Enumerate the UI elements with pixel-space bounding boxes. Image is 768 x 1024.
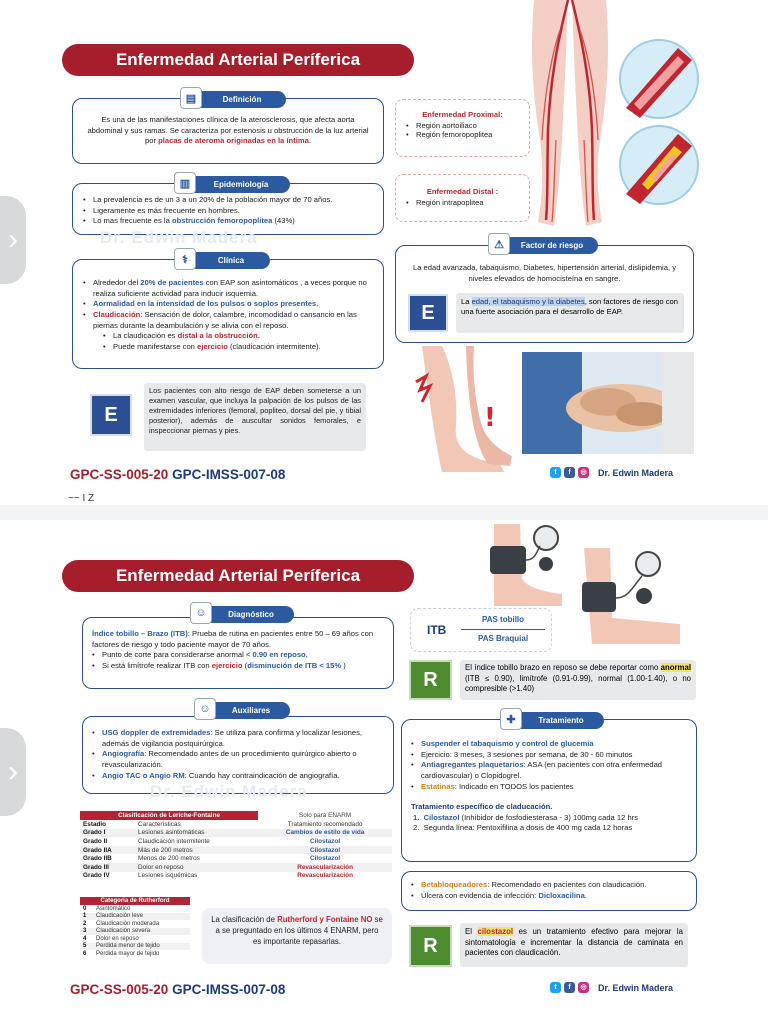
diagnostico-label: ☺ Diagnóstico (196, 606, 294, 623)
svg-text:!: ! (484, 403, 496, 433)
clinica-item: • Claudicación: Sensación de dolor, calambre, incomodidad o cansancio en las piernas durante la deambulación y se alivia con el reposo. (83, 310, 373, 331)
clinica-item: • Alrededor del 20% de pacientes con EAP son asintomáticos , a veces porque no realiza suficiente actividad para inducir isquemia. (83, 278, 373, 299)
table-row: Estadio Características Tratamiento recomendado (83, 820, 363, 828)
auxiliares-item: • USG doppler de extremidades: Se utiliza para confirma y localizar lesiones, además de vigilancia postquirúrgica. (92, 728, 384, 749)
table-row: 3 Claudicación severa (80, 928, 190, 936)
tratamiento-label: ✚ Tratamiento (506, 712, 604, 729)
page-title: Enfermedad Arterial Períferica (62, 44, 414, 76)
arm-bp-cuff-illustration (582, 548, 682, 644)
tratamiento-extra-card (401, 871, 697, 911)
distal-item: • Región intrapoplitea (406, 198, 519, 207)
chevron-right-icon: › (8, 755, 18, 788)
tratamiento-card: • Suspender el tabaquismo y control de glucemia • Ejercicio: 3 meses, 3 sesiones por semana, de 30 - 60 minutos • Antiagregantes plaquetarios: ASA (en pacientes con otra enfermedad cardiovascular) o Clopidogrel. • Estatinas: Indicado en TODOS los pacientes Tratamiento específico de claducación. 1. Cilostazol (Inhibidor de fosfodiesterasa - 3) 100mg cada 12 hrs 2. Segunda línea: Pentoxifilina a dosis de 400 mg cada 12 horas (401, 719, 697, 862)
facebook-icon[interactable]: f (564, 467, 575, 478)
chart-icon: ▥ (174, 172, 196, 194)
factor-riesgo-label: ⚠ Factor de riesgo (494, 237, 598, 254)
proximal-item: • Región aortoiliaco (406, 121, 519, 130)
page-separator (0, 505, 768, 520)
auxiliares-item: • Angio TAC o Angio RM: Cuando hay contraindicación de angiografía. (92, 771, 384, 782)
tratamiento-item: • Ejercicio: 3 meses, 3 sesiones por semana, de 30 - 60 minutos (411, 750, 687, 761)
next-page-tab[interactable] (0, 728, 26, 816)
rutherford-table (80, 897, 190, 958)
author-name: Dr. Edwin Madera (598, 982, 674, 993)
page-title: Enfermedad Arterial Períferica (62, 560, 414, 592)
tratamiento-item: • Úlcera con evidencia de infección: Dicloxacilina. (411, 891, 687, 902)
leg-pain-illustration (412, 346, 517, 474)
document-icon: ▤ (180, 87, 202, 109)
enfermedad-proximal-card: Enfermedad Proximal: • Región aortoiliaco • Región femoropoplitea (395, 99, 530, 157)
clinica-subitem: • Puede manifestarse con ejercicio (claudicación intermitente). (103, 342, 373, 353)
diagnostico-item: • Punto de corte para considerarse anormal < 0.90 en reposo. (92, 650, 384, 661)
table-row: Grado IV Lesiones isquémicas Revascularización (83, 872, 353, 880)
footer-social (550, 982, 673, 993)
clinica-card (72, 259, 384, 369)
table-row: Grado IIB Menos de 200 metros Cilostazol (83, 855, 341, 863)
warning-icon: ⚠ (488, 233, 510, 255)
prev-page-tab[interactable] (0, 196, 26, 284)
table-row: 5 Pérdida menor de tejido (80, 943, 190, 951)
footer-codes: GPC-SS-005-20 GPC-IMSS-007-08 (70, 982, 286, 997)
twitter-icon[interactable]: t (550, 982, 561, 993)
tratamiento-item: • Suspender el tabaquismo y control de glucemia (411, 739, 687, 750)
table-row: 6 Pérdida mayor de tejido (83, 950, 160, 957)
watermark: Dr. Edwin Madera (150, 782, 308, 801)
cilostazol-recomendacion: El cilostazol es un tratamiento efectivo para mejorar la sintomatología e incrementar la distancia de caminata en pacientes con claudicación. (460, 923, 688, 967)
clinica-label: ⚕ Clínica (180, 252, 270, 269)
table-row: 0 Asintomático (83, 905, 131, 912)
tratamiento-item: • Estatinas: Indicado en TODOS los pacientes (411, 782, 687, 793)
diagnostico-item: • Si está limítrofe realizar ITB con ejercicio (disminución de ITB < 15% ) (92, 661, 384, 672)
tratamiento-item: • Betabloqueadores: Recomendado en pacientes con claudicación. (411, 880, 687, 891)
hands-leg-photo (522, 352, 694, 454)
clinica-item: • Aormalidad en la intensidad de los pulsos o soplos presentes. (83, 299, 373, 310)
factor-riesgo-evidence: La edad, el tabaquismo y la diabetes, son factores de riesgo con una fuerte asociación para el desarrollo de EAP. (456, 293, 684, 333)
epidemiologia-item: • La prevalencia es de un 3 a un 20% de la población mayor de 70 años. (83, 195, 373, 206)
evidence-badge-r: R (409, 660, 452, 700)
page-scrap-text: ~~ I Z (68, 493, 95, 504)
auxiliares-label: ☺ Auxiliares (200, 702, 290, 719)
instagram-icon[interactable]: ◎ (578, 467, 589, 478)
auxiliares-item: • Angiografía: Recomendado antes de un procedimiento quirúrgico abierto o revascularización. (92, 749, 384, 770)
factor-riesgo-card: La edad avanzada, tabaquismo, Diabetes, hipertensión arterial, dislipidemia, y niveles elevados de homocisteína en sangre. (395, 245, 694, 343)
evidence-badge-r: R (409, 925, 452, 967)
epidemiologia-label: ▥ Epidemiología (180, 176, 290, 193)
author-name: Dr. Edwin Madera (598, 467, 674, 478)
artery-plaque-circle (618, 124, 700, 206)
table-row: 2 Claudicación moderada (83, 920, 160, 927)
footer-codes: GPC-SS-005-20 GPC-IMSS-007-08 (70, 467, 286, 482)
ankle-bp-cuff-illustration (486, 524, 564, 606)
itb-formula: ITB PAS tobillo PAS Braquial (410, 608, 552, 652)
page-1 (0, 0, 768, 505)
chevron-right-icon: › (8, 223, 18, 256)
table-row: 4 Dolor en reposo (83, 935, 139, 942)
diagnostico-card: Índice tobillo – Brazo (ITB): Prueba de rutina en pacientes entre 50 – 69 años con factores de riesgo y todo paciente mayor de 70 años. • Punto de corte para considerarse anormal < 0.90 en reposo. • Si está limítrofe realizar ITB con ejercicio (disminución de ITB < 15% ) (82, 617, 394, 689)
table-row: Grado IIA Más de 200 metros Cilostazol (80, 846, 392, 855)
evidence-badge-e: E (408, 294, 448, 332)
facebook-icon[interactable]: f (564, 982, 575, 993)
table-row: Grado III Dolor en reposo Revascularización (80, 863, 392, 872)
twitter-icon[interactable]: t (550, 467, 561, 478)
epidemiologia-item: • Lo mas frecuente es la obstrucción femoropoplitea (43%) (83, 216, 373, 227)
definicion-label: ▤ Definición (186, 91, 286, 108)
epidemiologia-item: • Ligeramente es más frecuente en hombres. (83, 206, 373, 217)
recomendacion-text: Los pacientes con alto riesgo de EAP deben someterse a un examen vascular, que incluya la palpación de los pulsos de las extremidades inferiores (femoral, popliteo, dorsal del pie, y tibial posterior), además de auscultar sonidos femorales, e inspeccionar piernas y pies. (144, 383, 366, 451)
artery-normal-circle (618, 38, 700, 120)
table-header: Categoria de Rutherford (80, 897, 190, 905)
instagram-icon[interactable]: ◎ (578, 982, 589, 993)
legs-arteries-illustration (520, 0, 620, 232)
definicion-card: Es una de las manifestaciones clínica de la aterosclerosis, que afecta aorta abdominal y sus ramas. Se caracteriza por estenosis u obstrucción de la luz arterial por placas de ateroma originadas en la íntima. (72, 98, 384, 164)
tratamiento-item: • Antiagregantes plaquetarios: ASA (en pacientes con otra enfermedad cardiovascular) o Clopidogrel. (411, 760, 687, 781)
medic-icon: ☺ (194, 698, 216, 720)
leriche-fontaine-table (80, 811, 392, 880)
enfermedad-distal-card: Enfermedad Distal : • Región intrapoplitea (395, 174, 530, 222)
clinica-subitem: • La claudicación es distal a la obstrucción. (103, 331, 373, 342)
page-2 (0, 520, 768, 1024)
table-row: 1 Claudicación leve (80, 913, 190, 921)
itb-reporte-recomendacion: El índice tobillo brazo en reposo se debe reportar como anormal (ITB ≤ 0.90), limítrofe (0.91-0.99), normal (1.00-1.40), o no compresible (>1.40) (460, 660, 696, 700)
footer-social (550, 467, 673, 478)
table-row: Grado I Lesiones asintomáticas Cambios de estilo de vida (80, 829, 392, 838)
watermark: Dr. Edwin Madera (100, 228, 258, 247)
syringe-icon: ✚ (500, 708, 522, 730)
table-header: Solo para ENARM (258, 811, 392, 820)
nota-card: La clasificación de Rutherford y Fontaine NO se a se preguntado en los últimos 4 ENARM, pero es importante repasarlas. (202, 908, 392, 964)
table-header: Clasificación de Leriche-Fontaine (80, 811, 258, 820)
doctor-icon: ☺ (190, 602, 212, 624)
stethoscope-icon: ⚕ (174, 248, 196, 270)
table-row: Grado II Claudicación intermitente Cilostazol (83, 837, 341, 845)
proximal-item: • Región femoropoplitea (406, 130, 519, 139)
evidence-badge-e: E (90, 394, 132, 436)
